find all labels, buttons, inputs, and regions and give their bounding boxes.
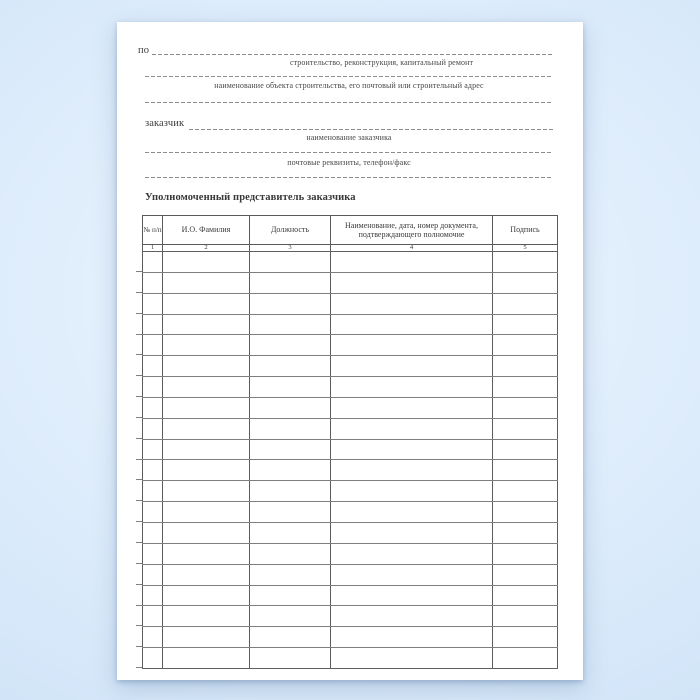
empty-cell <box>250 293 331 314</box>
empty-cell <box>493 272 558 293</box>
table-body <box>143 252 558 669</box>
empty-cell <box>143 606 163 627</box>
document-page <box>117 22 583 680</box>
empty-cell <box>143 356 163 377</box>
empty-table-row <box>143 606 558 627</box>
empty-cell <box>493 335 558 356</box>
empty-cell <box>163 377 250 398</box>
empty-cell <box>250 314 331 335</box>
empty-table-row <box>143 335 558 356</box>
postal-field-caption: почтовые реквизиты, телефон/факс <box>287 158 411 167</box>
row-line-overhang <box>136 646 142 647</box>
empty-table-row <box>143 648 558 669</box>
empty-cell <box>250 627 331 648</box>
empty-cell <box>493 522 558 543</box>
empty-cell <box>163 543 250 564</box>
empty-table-row <box>143 397 558 418</box>
empty-cell <box>163 272 250 293</box>
empty-cell <box>250 377 331 398</box>
empty-cell <box>331 522 493 543</box>
postal-blank-line <box>145 152 553 153</box>
empty-cell <box>163 252 250 273</box>
empty-cell <box>331 460 493 481</box>
empty-cell <box>143 564 163 585</box>
empty-table-row <box>143 522 558 543</box>
empty-cell <box>331 606 493 627</box>
empty-cell <box>143 522 163 543</box>
po-blank-line <box>152 54 553 55</box>
column-number: 5 <box>493 245 558 252</box>
empty-cell <box>331 272 493 293</box>
empty-cell <box>250 418 331 439</box>
row-line-overhang <box>136 563 142 564</box>
empty-cell <box>331 481 493 502</box>
empty-cell <box>143 252 163 273</box>
row-line-overhang <box>136 459 142 460</box>
row-line-overhang <box>136 417 142 418</box>
empty-cell <box>143 648 163 669</box>
empty-cell <box>143 481 163 502</box>
empty-cell <box>331 543 493 564</box>
empty-cell <box>331 335 493 356</box>
header-cell-signature: Подпись <box>493 216 558 245</box>
empty-cell <box>163 502 250 523</box>
postal-blank-line-2 <box>145 177 553 178</box>
empty-cell <box>493 481 558 502</box>
empty-cell <box>493 293 558 314</box>
empty-table-row <box>143 418 558 439</box>
empty-cell <box>331 252 493 273</box>
column-number: 2 <box>163 245 250 252</box>
row-line-overhang <box>136 313 142 314</box>
empty-cell <box>250 397 331 418</box>
representatives-table-wrapper <box>142 215 557 669</box>
empty-cell <box>250 522 331 543</box>
empty-table-row <box>143 481 558 502</box>
empty-cell <box>493 585 558 606</box>
empty-cell <box>331 377 493 398</box>
row-line-overhang <box>136 605 142 606</box>
row-line-overhang <box>136 438 142 439</box>
empty-cell <box>331 356 493 377</box>
empty-cell <box>143 585 163 606</box>
empty-cell <box>493 564 558 585</box>
empty-table-row <box>143 252 558 273</box>
empty-cell <box>143 272 163 293</box>
empty-cell <box>331 293 493 314</box>
object-field-caption: наименование объекта строительства, его почтовый или строительный адрес <box>214 81 484 90</box>
po-field-caption: строительство, реконструкция, капитальный ремонт <box>289 58 474 67</box>
empty-cell <box>143 418 163 439</box>
empty-cell <box>493 606 558 627</box>
row-line-overhang <box>136 584 142 585</box>
object-blank-line-2 <box>145 102 553 103</box>
empty-cell <box>143 314 163 335</box>
empty-cell <box>331 418 493 439</box>
row-line-overhang <box>136 667 142 668</box>
empty-cell <box>331 314 493 335</box>
empty-cell <box>250 439 331 460</box>
po-field-label: по <box>138 45 150 56</box>
empty-cell <box>331 648 493 669</box>
empty-cell <box>163 648 250 669</box>
column-number: 1 <box>143 245 163 252</box>
empty-cell <box>163 522 250 543</box>
empty-table-row <box>143 627 558 648</box>
customer-field-caption: наименование заказчика <box>306 133 392 142</box>
empty-table-row <box>143 564 558 585</box>
section-heading: Уполномоченный представитель заказчика <box>145 192 356 203</box>
empty-cell <box>493 356 558 377</box>
representatives-table <box>142 215 558 669</box>
row-line-overhang <box>136 375 142 376</box>
empty-cell <box>163 314 250 335</box>
empty-cell <box>250 272 331 293</box>
empty-cell <box>331 502 493 523</box>
row-line-overhang <box>136 625 142 626</box>
empty-cell <box>250 252 331 273</box>
empty-cell <box>250 648 331 669</box>
empty-cell <box>143 460 163 481</box>
empty-cell <box>163 627 250 648</box>
column-number: 3 <box>250 245 331 252</box>
empty-cell <box>250 335 331 356</box>
empty-cell <box>250 460 331 481</box>
empty-cell <box>143 397 163 418</box>
empty-cell <box>143 439 163 460</box>
empty-cell <box>493 502 558 523</box>
empty-table-row <box>143 314 558 335</box>
row-line-overhang <box>136 334 142 335</box>
header-cell-document: Наименование, дата, номер документа, подтверждающего полномочие <box>331 216 493 245</box>
empty-cell <box>250 481 331 502</box>
row-line-overhang <box>136 292 142 293</box>
empty-table-row <box>143 377 558 398</box>
empty-cell <box>143 293 163 314</box>
empty-table-row <box>143 460 558 481</box>
customer-field-label: заказчик <box>145 118 185 129</box>
empty-cell <box>163 460 250 481</box>
empty-cell <box>493 543 558 564</box>
empty-cell <box>250 502 331 523</box>
empty-cell <box>493 377 558 398</box>
empty-cell <box>250 606 331 627</box>
empty-cell <box>143 502 163 523</box>
empty-cell <box>493 252 558 273</box>
row-line-overhang <box>136 479 142 480</box>
empty-cell <box>163 356 250 377</box>
empty-cell <box>163 397 250 418</box>
empty-cell <box>250 356 331 377</box>
empty-cell <box>493 397 558 418</box>
empty-cell <box>331 585 493 606</box>
object-blank-line <box>145 76 553 77</box>
empty-cell <box>493 314 558 335</box>
empty-table-row <box>143 356 558 377</box>
empty-cell <box>493 627 558 648</box>
empty-cell <box>250 564 331 585</box>
empty-table-row <box>143 272 558 293</box>
row-line-overhang <box>136 521 142 522</box>
empty-cell <box>163 481 250 502</box>
row-line-overhang <box>136 396 142 397</box>
row-line-overhang <box>136 271 142 272</box>
empty-cell <box>331 627 493 648</box>
empty-cell <box>331 397 493 418</box>
empty-cell <box>493 460 558 481</box>
empty-cell <box>250 585 331 606</box>
column-number: 4 <box>331 245 493 252</box>
column-number-row <box>143 245 558 252</box>
empty-cell <box>163 335 250 356</box>
row-line-overhang <box>136 354 142 355</box>
row-line-overhang <box>136 542 142 543</box>
empty-cell <box>250 543 331 564</box>
customer-blank-line <box>189 129 553 130</box>
empty-table-row <box>143 543 558 564</box>
table-header-row <box>143 216 558 245</box>
header-cell-number: № п/п <box>143 216 163 245</box>
empty-cell <box>163 439 250 460</box>
empty-table-row <box>143 502 558 523</box>
empty-table-row <box>143 439 558 460</box>
empty-cell <box>331 564 493 585</box>
header-cell-position: Должность <box>250 216 331 245</box>
empty-cell <box>493 439 558 460</box>
empty-cell <box>163 293 250 314</box>
empty-cell <box>493 418 558 439</box>
empty-cell <box>163 585 250 606</box>
empty-cell <box>143 627 163 648</box>
empty-cell <box>163 564 250 585</box>
empty-cell <box>331 439 493 460</box>
empty-cell <box>143 377 163 398</box>
empty-cell <box>493 648 558 669</box>
empty-cell <box>163 606 250 627</box>
empty-table-row <box>143 293 558 314</box>
empty-cell <box>143 543 163 564</box>
row-line-overhang <box>136 500 142 501</box>
header-cell-name: И.О. Фамилия <box>163 216 250 245</box>
empty-table-row <box>143 585 558 606</box>
empty-cell <box>163 418 250 439</box>
empty-cell <box>143 335 163 356</box>
